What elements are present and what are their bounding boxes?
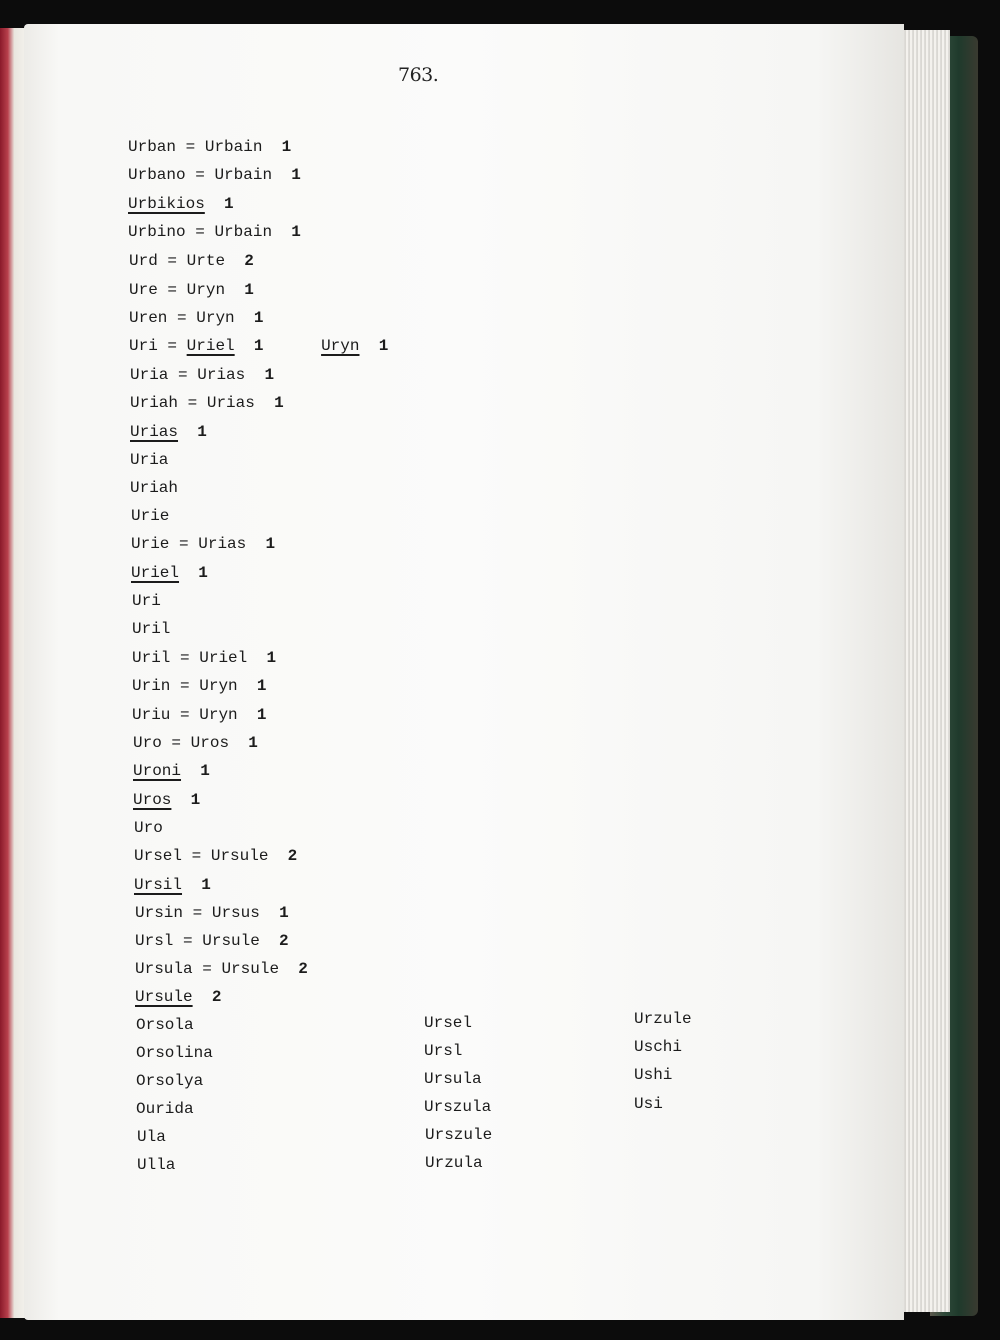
entry-name: Uro	[133, 734, 162, 752]
variant-name: Uschi	[634, 1038, 683, 1056]
entry-name: Uril	[132, 649, 171, 667]
equals-sign: =	[178, 366, 188, 384]
entry-name: Urie	[131, 507, 170, 525]
equals-sign: =	[187, 394, 198, 412]
variant-col2	[425, 1125, 492, 1145]
variant-name: Ourida	[136, 1100, 194, 1118]
entry-line	[132, 705, 266, 725]
equals-sign: =	[167, 252, 178, 270]
entry-name: Uren	[129, 309, 168, 327]
entry-line	[135, 903, 289, 923]
entry-target: Ursule	[202, 932, 260, 950]
variant-name: Urszula	[424, 1098, 492, 1116]
equals-sign: =	[191, 847, 202, 865]
entry-line	[129, 251, 254, 271]
entry-count: 1	[291, 166, 301, 184]
variant-col1	[136, 1015, 194, 1035]
entry-count: 1	[244, 281, 254, 299]
entry-name: Urias	[130, 423, 179, 441]
equals-sign: =	[180, 649, 190, 667]
entry-line	[128, 137, 291, 157]
equals-sign: =	[195, 166, 205, 184]
entry-count: 1	[281, 138, 292, 156]
variant-name: Orsolya	[136, 1072, 204, 1090]
entry-target: Uryn	[196, 309, 235, 327]
entry-target: Ursule	[221, 960, 280, 978]
variant-name: Ursel	[424, 1014, 473, 1032]
page-number: 763.	[398, 64, 439, 86]
entry-count: 1	[248, 734, 258, 752]
entry-count: 2	[298, 960, 308, 978]
entry-name: Uriah	[130, 394, 179, 412]
entry-line	[130, 450, 168, 470]
entry-line	[130, 422, 207, 442]
variant-col1	[137, 1155, 175, 1175]
entry-target: Uriel	[186, 337, 235, 355]
entry-count: 1	[201, 876, 211, 894]
variant-name: Ula	[137, 1128, 166, 1146]
entry-target: Urias	[198, 535, 247, 553]
entry-name: Uria	[130, 366, 169, 384]
entry-name: Urbikios	[128, 195, 205, 213]
entry-target: Uriel	[199, 649, 248, 667]
entry-line	[133, 733, 258, 753]
variant-col3	[634, 1009, 692, 1029]
entry-line	[128, 165, 301, 185]
entry-target: Urte	[186, 252, 226, 270]
variant-name: Orsolina	[136, 1044, 213, 1062]
entry-target: Urias	[206, 394, 255, 412]
entry-name: Uriu	[132, 706, 171, 724]
entry-line	[132, 591, 161, 611]
entry-name: Urban	[128, 138, 177, 156]
entry-target: Urbain	[204, 138, 263, 156]
entry-name: Urie	[131, 535, 170, 553]
entry-count: 1	[291, 223, 301, 241]
entry-name: Ursula	[135, 960, 193, 978]
entry-name: Ursl	[135, 932, 174, 950]
variant-name: Urzula	[425, 1154, 483, 1172]
entry-name: Uro	[134, 819, 163, 837]
entry-name: Uros	[133, 791, 172, 809]
variant-col2	[424, 1069, 482, 1089]
entry-name: Urd	[129, 252, 158, 270]
entry-name: Ursil	[134, 876, 183, 894]
entry-line	[134, 818, 163, 838]
entry-target: Uros	[190, 734, 230, 752]
entry-line	[133, 761, 210, 781]
entry-count: 1	[190, 791, 201, 809]
variant-col1	[137, 1127, 166, 1147]
entry-count: 1	[266, 649, 277, 667]
entry-line	[130, 393, 284, 413]
entry-count: 1	[200, 762, 210, 780]
entry-name: Urbino	[128, 223, 186, 241]
entry-name: Urbano	[128, 166, 186, 184]
equals-sign: =	[192, 904, 203, 922]
entry-name: Uri	[129, 337, 158, 355]
entry-line	[134, 875, 211, 895]
variant-name: Orsola	[136, 1016, 194, 1034]
equals-sign: =	[185, 138, 196, 156]
equals-sign: =	[167, 281, 178, 299]
entry-name: Ursule	[135, 988, 193, 1006]
entry-line	[129, 280, 254, 300]
entry-target: Ursule	[210, 847, 269, 865]
entry-count: 1	[264, 366, 275, 384]
variant-col1	[136, 1043, 213, 1063]
entry-name: Uriah	[130, 479, 179, 497]
variant-name: Ursl	[424, 1042, 463, 1060]
entry-count: 1	[279, 904, 289, 922]
entry-count: 1	[253, 309, 264, 327]
entry-name: Uria	[130, 451, 169, 469]
variant-col2	[425, 1153, 483, 1173]
entry-count: 2	[244, 252, 254, 270]
entry-name: Ursin	[135, 904, 184, 922]
variant-name: Ulla	[137, 1156, 176, 1174]
variant-name: Ushi	[634, 1066, 673, 1084]
entry-line	[131, 506, 169, 526]
entry-target: Urbain	[214, 223, 273, 241]
entry-name: Ure	[129, 281, 158, 299]
left-page-edge	[0, 28, 26, 1318]
entry-target: Urias	[197, 366, 246, 384]
entry-count: 1	[256, 677, 267, 695]
entry-line	[132, 676, 266, 696]
entry-target: Uryn	[186, 281, 226, 299]
entry-line	[132, 619, 170, 639]
entry-line	[133, 790, 200, 810]
entry-line	[129, 308, 263, 328]
entry-name: Uri	[132, 592, 161, 610]
variant-col3	[634, 1037, 682, 1057]
entry-target: Ursus	[211, 904, 260, 922]
entry-count: 1	[197, 423, 207, 441]
entry-count: 1	[256, 706, 267, 724]
entry-target: Uryn	[199, 706, 238, 724]
variant-col3	[634, 1094, 663, 1114]
entry-line	[129, 336, 388, 356]
entry-count-alt: 1	[378, 337, 389, 355]
entry-line	[135, 987, 221, 1007]
equals-sign: =	[180, 706, 190, 724]
variant-name: Ursula	[424, 1070, 482, 1088]
variant-name: Urszule	[425, 1126, 493, 1144]
entry-name: Uril	[132, 620, 171, 638]
variant-col2	[424, 1013, 472, 1033]
entry-name: Urin	[132, 677, 171, 695]
entry-name: Ursel	[134, 847, 183, 865]
entry-count: 2	[211, 988, 222, 1006]
entry-line	[135, 931, 289, 951]
equals-sign: =	[183, 932, 193, 950]
entry-line	[131, 534, 275, 554]
entry-count: 1	[224, 195, 234, 213]
entry-count: 1	[274, 394, 284, 412]
entry-count: 1	[253, 337, 264, 355]
entry-count: 2	[287, 847, 298, 865]
equals-sign: =	[195, 223, 205, 241]
entry-line	[128, 222, 301, 242]
entry-name: Uriel	[131, 564, 180, 582]
variant-col2	[424, 1041, 462, 1061]
variant-col1	[136, 1071, 203, 1091]
entry-line	[135, 959, 308, 979]
page-stack	[898, 30, 950, 1312]
entry-line	[131, 563, 208, 583]
entry-count: 2	[279, 932, 289, 950]
entry-line	[128, 194, 234, 214]
entry-target: Urbain	[214, 166, 273, 184]
variant-col1	[136, 1099, 194, 1119]
variant-name: Urzule	[634, 1010, 692, 1028]
entry-line	[134, 846, 297, 866]
entry-target: Uryn	[199, 677, 238, 695]
entry-line	[130, 478, 178, 498]
equals-sign: =	[202, 960, 212, 978]
entry-count: 1	[265, 535, 276, 553]
variant-col3	[634, 1065, 672, 1085]
equals-sign: =	[167, 337, 178, 355]
equals-sign: =	[171, 734, 182, 752]
variant-col2	[424, 1097, 491, 1117]
equals-sign: =	[179, 535, 189, 553]
entry-count: 1	[198, 564, 208, 582]
variant-name: Usi	[634, 1095, 663, 1113]
entry-target-alt: Uryn	[321, 337, 360, 355]
entry-name: Uroni	[133, 762, 182, 780]
equals-sign: =	[177, 309, 187, 327]
entry-line	[132, 648, 276, 668]
entry-line	[130, 365, 274, 385]
equals-sign: =	[180, 677, 190, 695]
